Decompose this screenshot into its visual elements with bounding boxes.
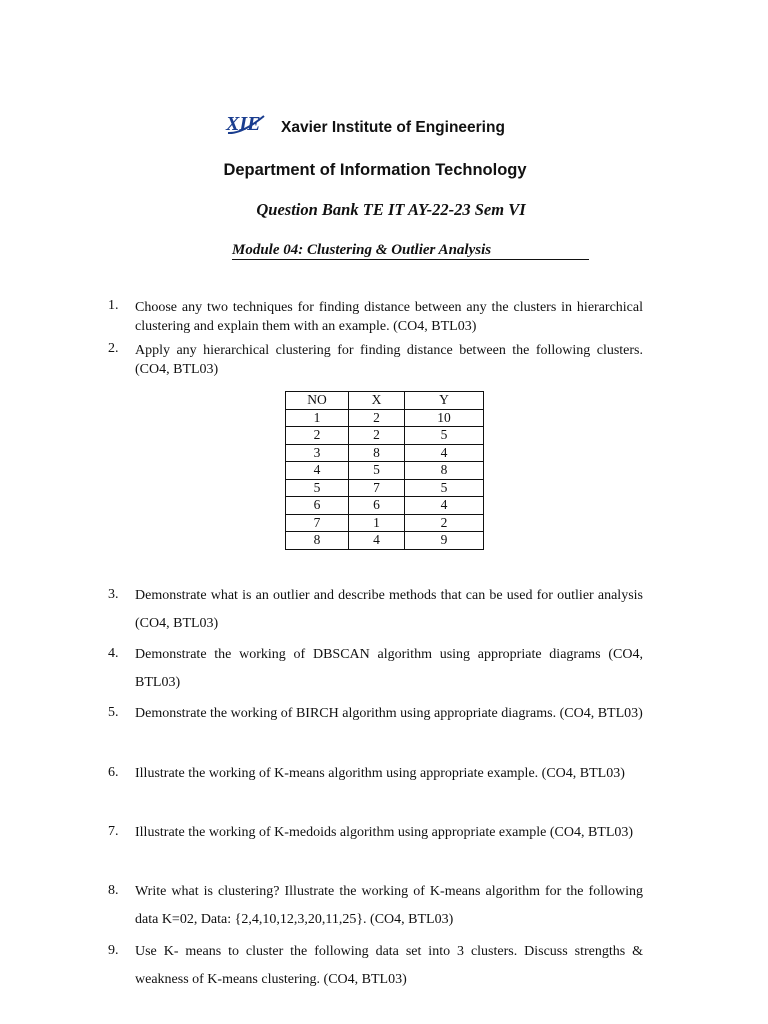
question-item [108, 641, 643, 697]
question-item [108, 582, 643, 638]
table-cell: 4 [349, 532, 405, 550]
question-number: 5. [108, 705, 119, 720]
question-text: Apply any hierarchical clustering for finding distance between the following clusters. (CO4, BTL03) [135, 343, 643, 377]
question-text: Demonstrate what is an outlier and describe methods that can be used for outlier analysis (CO4, BTL03) [135, 588, 643, 631]
question-number: 9. [108, 943, 119, 958]
table-header-row [286, 392, 484, 410]
column-header: Y [405, 392, 484, 410]
institute-logo [224, 108, 270, 138]
table-cell: 1 [349, 514, 405, 532]
data-table [285, 391, 484, 550]
table-row [286, 427, 484, 445]
table-row [286, 462, 484, 480]
institute-name: Xavier Institute of Engineering [281, 119, 505, 136]
question-item [108, 341, 643, 379]
table-cell: 5 [405, 427, 484, 445]
table-row [286, 497, 484, 515]
table-cell: 7 [286, 514, 349, 532]
question-number: 6. [108, 765, 119, 780]
table-cell: 5 [286, 479, 349, 497]
table-cell: 10 [405, 409, 484, 427]
table-cell: 2 [405, 514, 484, 532]
question-number: 1. [108, 298, 119, 313]
question-item [108, 938, 643, 994]
question-item [108, 760, 643, 788]
column-header: NO [286, 392, 349, 410]
question-text: Demonstrate the working of BIRCH algorithm using appropriate diagrams. (CO4, BTL03) [135, 706, 643, 721]
table-cell: 3 [286, 444, 349, 462]
table-row [286, 444, 484, 462]
question-number: 8. [108, 883, 119, 898]
table-cell: 8 [286, 532, 349, 550]
table-cell: 2 [286, 427, 349, 445]
table-cell: 4 [286, 462, 349, 480]
question-bank-title: Question Bank TE IT AY-22-23 Sem VI [256, 200, 526, 219]
table-cell: 2 [349, 427, 405, 445]
table-cell: 4 [405, 497, 484, 515]
logo-text: XIE [226, 113, 261, 135]
question-text: Write what is clustering? Illustrate the working of K-means algorithm for the following data K=02, Data: {2,4,10,12,3,20,11,25}. (CO4, BTL03) [135, 884, 643, 927]
question-text: Illustrate the working of K-means algorithm using appropriate example. (CO4, BTL03) [135, 766, 625, 781]
table-cell: 6 [349, 497, 405, 515]
table-cell: 8 [349, 444, 405, 462]
question-number: 4. [108, 646, 119, 661]
table-cell: 5 [405, 479, 484, 497]
table-cell: 5 [349, 462, 405, 480]
module-underline [232, 259, 589, 260]
question-text: Illustrate the working of K-medoids algorithm using appropriate example (CO4, BTL03) [135, 825, 634, 840]
question-item [108, 819, 643, 847]
question-number: 3. [108, 587, 119, 602]
table-row [286, 514, 484, 532]
question-text: Choose any two techniques for finding distance between any the clusters in hierarchical clustering and explain them with an example. (CO4, BTL03) [135, 300, 643, 334]
table-cell: 2 [349, 409, 405, 427]
question-item [108, 878, 643, 934]
table-cell: 4 [405, 444, 484, 462]
question-number: 2. [108, 341, 119, 356]
table-row [286, 479, 484, 497]
column-header: X [349, 392, 405, 410]
table-cell: 9 [405, 532, 484, 550]
question-number: 7. [108, 824, 119, 839]
question-item [108, 700, 643, 728]
table-cell: 8 [405, 462, 484, 480]
table-cell: 6 [286, 497, 349, 515]
table-cell: 7 [349, 479, 405, 497]
department-title: Department of Information Technology [223, 161, 527, 179]
module-title: Module 04: Clustering & Outlier Analysis [232, 242, 492, 258]
table-cell: 1 [286, 409, 349, 427]
question-text: Demonstrate the working of DBSCAN algorithm using appropriate diagrams (CO4, BTL03) [135, 647, 643, 690]
table-row [286, 409, 484, 427]
question-text: Use K- means to cluster the following data set into 3 clusters. Discuss strengths & weakness of K-means clustering. (CO4, BTL03) [135, 944, 643, 987]
table-row [286, 532, 484, 550]
question-item [108, 298, 643, 336]
